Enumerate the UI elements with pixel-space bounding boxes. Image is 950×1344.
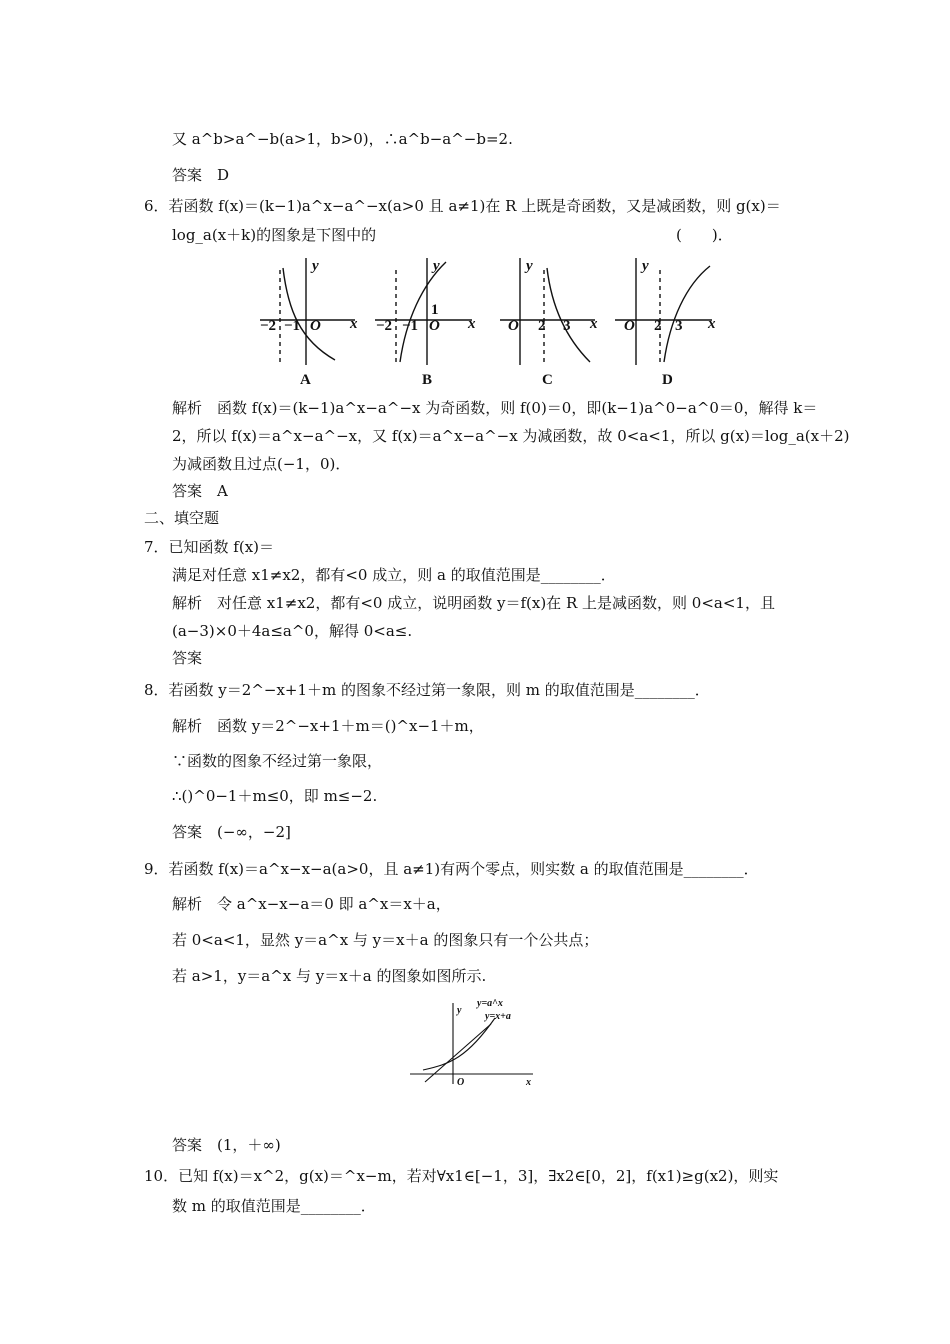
question-7: 7．已知函数 f(x)＝: [144, 538, 275, 556]
solution-line: 2，所以 f(x)＝a^x−a^−x，又 f(x)＝a^x−a^−x 为减函数，故 0<a<1，所以 g(x)＝log_a(x＋2): [172, 427, 850, 445]
section-heading: 二、填空题: [144, 509, 220, 527]
graph-c-origin: O: [508, 318, 519, 334]
text-line: 又 a^b>a^−b(a>1，b>0)，∴a^b−a^−b=2.: [172, 130, 513, 148]
question-10-cont: 数 m 的取值范围是________．: [172, 1197, 376, 1215]
graph-b-tick: −2: [376, 318, 393, 334]
q9-curve1-label: y=a^x: [477, 998, 503, 1009]
graph-c-caption: C: [542, 372, 553, 388]
graph-b-x-label: x: [468, 316, 476, 332]
graph-d-tick: 3: [675, 318, 683, 334]
graph-b-curve: [400, 262, 446, 362]
graph-b-tick: 1: [431, 302, 439, 318]
solution-line: ∵函数的图象不经过第一象限，: [172, 752, 383, 770]
graph-a-curve: [283, 268, 335, 360]
graph-b-caption: B: [422, 372, 433, 388]
q9-figure-svg: [405, 998, 540, 1093]
answer-blank: ( )．: [676, 226, 733, 244]
answer-line: 答案 D: [172, 166, 230, 184]
question-10: 10．已知 f(x)＝x^2，g(x)＝^x−m，若对∀x1∈[−1，3]，∃x2∈[0，2]，f(x1)≥g(x2)，则实: [144, 1167, 779, 1185]
graph-c-tick: 3: [563, 318, 571, 334]
question-9: 9．若函数 f(x)＝a^x−x−a(a>0，且 a≠1)有两个零点，则实数 a 的取值范围是________．: [144, 860, 759, 878]
graph-a-y-label: y: [312, 258, 319, 274]
question-7-cont: 满足对任意 x1≠x2，都有<0 成立，则 a 的取值范围是________．: [172, 566, 616, 584]
q9-curve-exp: [423, 1018, 495, 1070]
answer-line: 答案 A: [172, 482, 228, 500]
solution-line: ∴()^0−1＋m≤0，即 m≤−2.: [172, 787, 378, 805]
graph-d-x-label: x: [708, 316, 716, 332]
graph-c-tick: 2: [538, 318, 546, 334]
graph-d-curve: [664, 266, 710, 362]
graph-c-curve: [547, 268, 590, 362]
graph-a-caption: A: [300, 372, 311, 388]
q9-line: [425, 1024, 491, 1082]
graph-d-caption: D: [662, 372, 673, 388]
answer-line: 答案: [172, 649, 203, 667]
answer-line: 答案 (−∞，−2]: [172, 823, 291, 841]
graph-b-origin: O: [429, 318, 440, 334]
graph-c-x-label: x: [590, 316, 598, 332]
question-6-cont: log_a(x＋k)的图象是下图中的: [172, 226, 377, 244]
q9-origin: O: [457, 1077, 465, 1088]
solution-line: 解析 函数 f(x)＝(k−1)a^x−a^−x 为奇函数，则 f(0)＝0，即(k−1)a^0−a^0＝0，解得 k＝: [172, 399, 818, 417]
solution-line: (a−3)×0＋4a≤a^0，解得 0<a≤.: [172, 622, 413, 640]
q9-y-label: y: [457, 1005, 462, 1016]
graph-d-y-label: y: [642, 258, 649, 274]
graph-b-tick: −1: [402, 318, 419, 334]
q9-curve2-label: y=x+a: [485, 1011, 511, 1022]
q9-figure: [405, 998, 540, 1093]
solution-line: 解析 对任意 x1≠x2，都有<0 成立，说明函数 y＝f(x)在 R 上是减函数，则 0<a<1，且: [172, 594, 775, 612]
solution-line: 为减函数且过点(−1，0)．: [172, 455, 351, 473]
graph-d-origin: O: [624, 318, 635, 334]
q9-x-label: x: [526, 1077, 531, 1088]
question-6: 6．若函数 f(x)＝(k−1)a^x−a^−x(a>0 且 a≠1)在 R 上既是奇函数，又是减函数，则 g(x)＝: [144, 197, 781, 215]
graph-a-tick: −2: [260, 318, 277, 334]
solution-line: 解析 函数 y＝2^−x+1＋m＝()^x−1＋m，: [172, 717, 484, 735]
option-graphs: [250, 250, 730, 390]
graph-a-x-label: x: [350, 316, 358, 332]
graph-b-y-label: y: [433, 258, 440, 274]
solution-line: 若 0<a<1，显然 y＝a^x 与 y＝x＋a 的图象只有一个公共点；: [172, 931, 599, 949]
option-graphs-svg: [250, 250, 730, 390]
answer-line: 答案 (1，＋∞): [172, 1136, 281, 1154]
graph-a-tick: −1: [284, 318, 301, 334]
solution-line: 若 a>1，y＝a^x 与 y＝x＋a 的图象如图所示.: [172, 967, 487, 985]
solution-line: 解析 令 a^x−x−a＝0 即 a^x＝x＋a，: [172, 895, 451, 913]
graph-c-y-label: y: [526, 258, 533, 274]
graph-a-origin: O: [310, 318, 321, 334]
graph-d-tick: 2: [654, 318, 662, 334]
question-8: 8．若函数 y＝2^−x+1＋m 的图象不经过第一象限，则 m 的取值范围是________．: [144, 681, 710, 699]
